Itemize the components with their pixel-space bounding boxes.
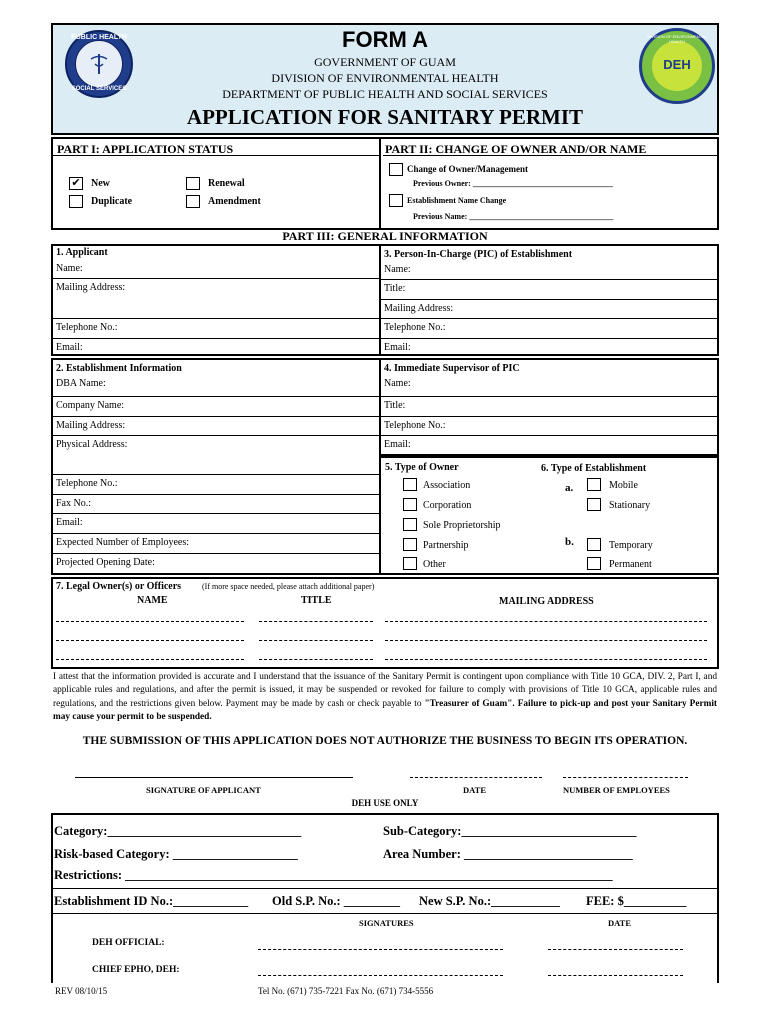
partnership-checkbox[interactable] <box>403 538 417 551</box>
applicant-name[interactable]: Name: <box>53 260 379 279</box>
legal-name-2[interactable] <box>56 640 244 641</box>
deh-use-only: DEH USE ONLY <box>351 798 419 808</box>
establishment-section: 2. Establishment Information DBA Name: Company Name: Mailing Address: Physical Address: Telephone No.: Fax No.: Email: Expected Number of Employees: Projected Opening Date: <box>51 358 381 575</box>
legal-owners-section: 7. Legal Owner(s) or Officers (If more space needed, please attach additional paper) NAME TITLE MAILING ADDRESS <box>51 577 719 669</box>
pic-phone[interactable]: Telephone No.: <box>381 319 717 339</box>
previous-name-field[interactable]: Previous Name: ____________________________________ <box>413 212 614 221</box>
amendment-checkbox[interactable] <box>186 195 200 208</box>
risk-category-field[interactable]: Risk-based Category: ____________________ <box>54 847 298 861</box>
est-phone[interactable]: Telephone No.: <box>53 475 379 495</box>
legal-address-2[interactable] <box>385 640 707 641</box>
establishment-id-field[interactable]: Establishment ID No.:____________ <box>54 894 249 908</box>
department-line: DEPARTMENT OF PUBLIC HEALTH AND SOCIAL SERVICES <box>222 87 548 101</box>
sup-name[interactable]: Name: <box>381 375 717 397</box>
deh-official-signature[interactable] <box>258 949 503 950</box>
sup-phone[interactable]: Telephone No.: <box>381 417 717 436</box>
est-dba[interactable]: DBA Name: <box>53 375 379 397</box>
est-email[interactable]: Email: <box>53 514 379 534</box>
corporation-checkbox[interactable] <box>403 498 417 511</box>
legal-title-2[interactable] <box>259 640 373 641</box>
pic-section: 3. Person-In-Charge (PIC) of Establishment Name: Title: Mailing Address: Telephone No.: Email: <box>381 244 719 356</box>
temporary-checkbox[interactable] <box>587 538 601 551</box>
legal-name-3[interactable] <box>56 659 244 660</box>
legal-address-3[interactable] <box>385 659 707 660</box>
part3-title: PART III: GENERAL INFORMATION <box>282 229 488 243</box>
chief-epho-date[interactable] <box>548 975 683 976</box>
stationary-checkbox[interactable] <box>587 498 601 511</box>
est-employees[interactable]: Expected Number of Employees: <box>53 534 379 554</box>
applicant-email[interactable]: Email: <box>56 342 83 353</box>
public-health-seal: PUBLIC HEALTH SOCIAL SERVICES <box>65 30 133 98</box>
est-fax[interactable]: Fax No.: <box>53 495 379 514</box>
subcategory-field[interactable]: Sub-Category:____________________________ <box>383 824 637 838</box>
other-checkbox[interactable] <box>403 557 417 570</box>
est-opening[interactable]: Projected Opening Date: <box>56 557 155 568</box>
part1-section: PART I: APPLICATION STATUS ✔ New Duplicate Renewal Amendment <box>51 137 381 230</box>
applicant-section: 1. Applicant Name: Mailing Address: Telephone No.: Email: <box>51 244 381 356</box>
pic-email[interactable]: Email: <box>384 342 411 353</box>
mobile-checkbox[interactable] <box>587 478 601 491</box>
attestation-text: I attest that the information provided is accurate and I understand that the issuance of the Sanitary Permit is contingent upon compliance with Title 10 GCA, DIV. 2, Part I, and applicable rules and regulations, and after the permit is issued, it may be suspended or revoked for failure to comply with provisions of Title 10 GCA, applicable rules and regulations, and the restrictions given below. Payment may be made by cash or check payable to "Treasurer of Guam". Failure to pick-up and post your Sanitary Permit may cause your permit to be suspended. <box>53 672 717 723</box>
area-number-field[interactable]: Area Number: ___________________________ <box>383 847 633 861</box>
date-line[interactable] <box>410 777 542 778</box>
contact-info: Tel No. (671) 735-7221 Fax No. (671) 734-5556 <box>258 986 434 996</box>
pic-mailing[interactable]: Mailing Address: <box>381 300 717 319</box>
name-change-checkbox[interactable] <box>389 194 403 207</box>
est-company[interactable]: Company Name: <box>53 397 379 417</box>
part1-title: PART I: APPLICATION STATUS <box>57 142 234 156</box>
pic-name[interactable]: Name: <box>381 261 717 280</box>
supervisor-section: 4. Immediate Supervisor of PIC Name: Title: Telephone No.: Email: <box>381 358 719 456</box>
old-sp-field[interactable]: Old S.P. No.: _________ <box>272 894 401 908</box>
employees-line[interactable] <box>563 777 688 778</box>
permanent-checkbox[interactable] <box>587 557 601 570</box>
application-title: APPLICATION FOR SANITARY PERMIT <box>186 105 584 129</box>
authorization-notice: THE SUBMISSION OF THIS APPLICATION DOES NOT AUTHORIZE THE BUSINESS TO BEGIN ITS OPERATION. <box>82 735 688 747</box>
pic-title[interactable]: Title: <box>381 280 717 300</box>
est-physical[interactable]: Physical Address: <box>53 436 379 475</box>
legal-address-1[interactable] <box>385 621 707 622</box>
duplicate-checkbox[interactable] <box>69 195 83 208</box>
sole-checkbox[interactable] <box>403 518 417 531</box>
sup-email[interactable]: Email: <box>384 439 411 450</box>
form-header <box>51 23 719 135</box>
new-checkbox[interactable]: ✔ <box>69 177 83 190</box>
revision-label: REV 08/10/15 <box>55 986 108 996</box>
applicant-phone[interactable]: Telephone No.: <box>53 319 379 339</box>
form-title: FORM A <box>342 27 428 52</box>
division-line: DIVISION OF ENVIRONMENTAL HEALTH <box>271 71 499 85</box>
legal-title-1[interactable] <box>259 621 373 622</box>
association-checkbox[interactable] <box>403 478 417 491</box>
applicant-mailing[interactable]: Mailing Address: <box>53 279 379 319</box>
legal-name-1[interactable] <box>56 621 244 622</box>
deh-seal: DEH DIVISION OF ENVIRONMENTAL HEALTH <box>639 28 715 104</box>
legal-title-3[interactable] <box>259 659 373 660</box>
type-section: 5. Type of Owner 6. Type of Establishment Association Corporation Sole Proprietorship Partnership Other a. Mobile Stationary b. Temporary Permanent <box>381 456 719 575</box>
deh-use-section: Category:_______________________________ Sub-Category:____________________________ Risk-based Category: ____________________ Area Number: ___________________________ Restrictions: ______________________________________________________________________________ Establishment ID No.:____________ Old S.P. No.: _________ New S.P. No.:___________ FEE: $__________ SIGNATURES DATE DEH OFFICIAL: CHIEF EPHO, DEH: <box>51 813 719 983</box>
category-field[interactable]: Category:_______________________________ <box>54 824 302 838</box>
sup-title[interactable]: Title: <box>381 397 717 417</box>
est-mailing[interactable]: Mailing Address: <box>53 417 379 436</box>
chief-epho-signature[interactable] <box>258 975 503 976</box>
gov-line: GOVERNMENT OF GUAM <box>314 55 456 69</box>
restrictions-field[interactable]: Restrictions: ______________________________________________________________________________ <box>54 868 613 882</box>
new-sp-field[interactable]: New S.P. No.:___________ <box>419 894 560 908</box>
change-owner-checkbox[interactable] <box>389 163 403 176</box>
part2-section: PART II: CHANGE OF OWNER AND/OR NAME Change of Owner/Management Previous Owner: ___________________________________ Establishment Name Change Previous Name: ____________________________________ <box>381 137 719 230</box>
part2-title: PART II: CHANGE OF OWNER AND/OR NAME <box>385 142 647 156</box>
renewal-checkbox[interactable] <box>186 177 200 190</box>
deh-official-date[interactable] <box>548 949 683 950</box>
previous-owner-field[interactable]: Previous Owner: ___________________________________ <box>413 179 613 188</box>
applicant-signature-line[interactable] <box>75 777 353 778</box>
fee-field[interactable]: FEE: $__________ <box>586 894 687 908</box>
